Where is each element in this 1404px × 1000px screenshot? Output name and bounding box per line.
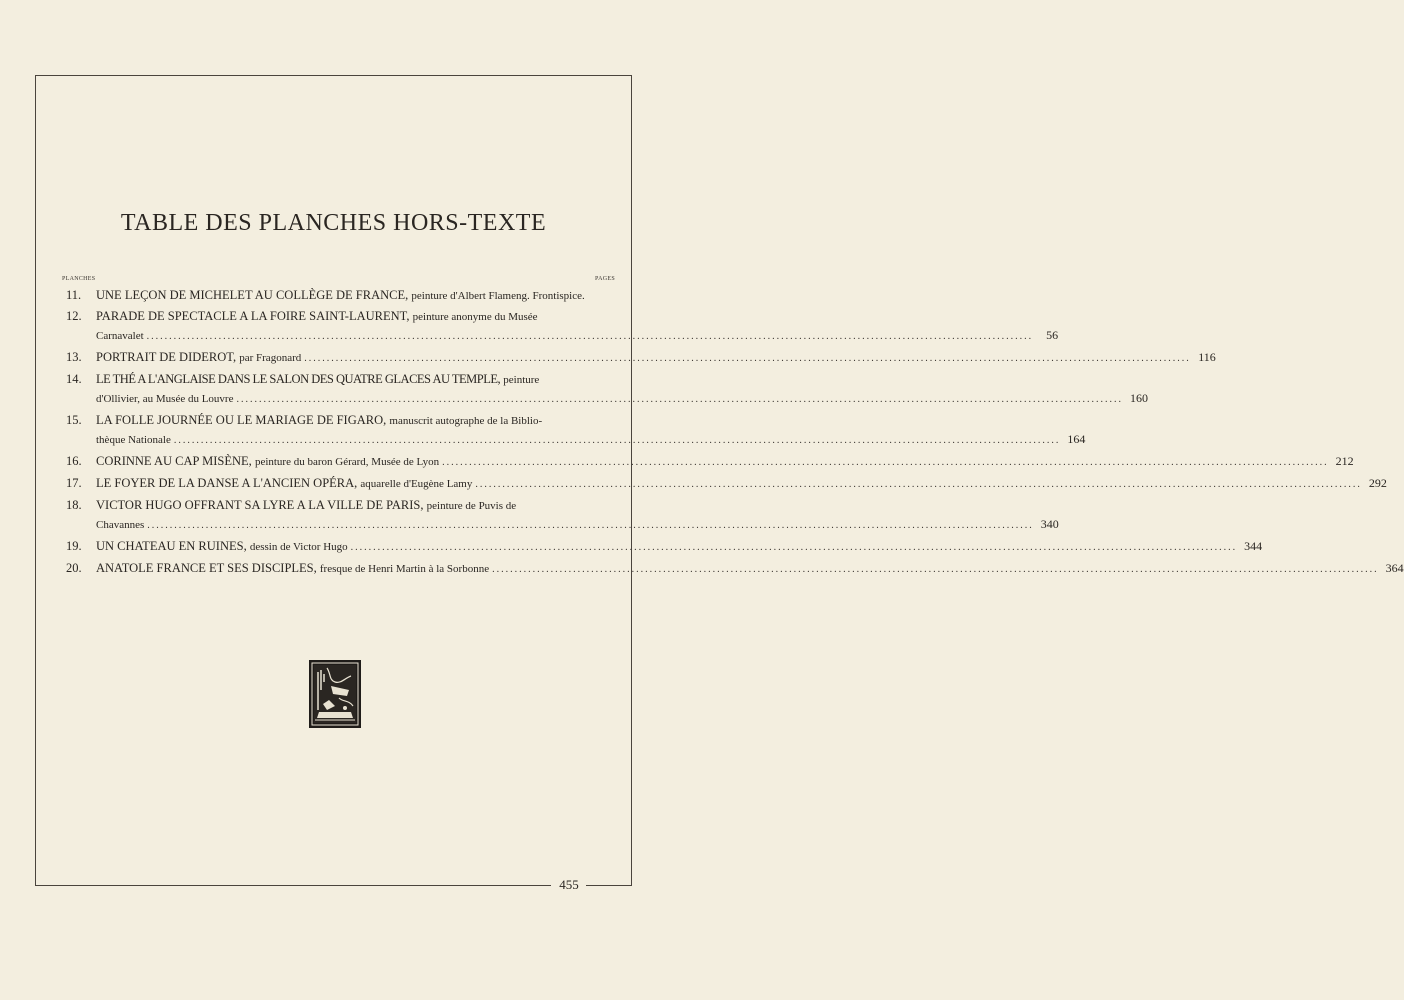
plate-page: 160 [1129, 391, 1148, 405]
plate-description: peinture d'Albert Flameng. Frontispice. [411, 290, 585, 302]
plate-description: peinture [503, 374, 540, 386]
plate-title: PARADE DE SPECTACLE A LA FOIRE SAINT-LAURENT, [96, 309, 410, 323]
plate-title: LE THÉ A L'ANGLAISE DANS LE SALON DES QUATRE GLACES AU TEMPLE, [96, 372, 501, 386]
list-item [66, 537, 1263, 557]
list-item [66, 307, 1059, 346]
dot-leader [147, 328, 1034, 346]
plate-title: CORINNE AU CAP MISÈNE, [96, 454, 252, 468]
plate-number: 14. [66, 372, 82, 386]
dot-leader [475, 476, 1362, 494]
plate-title: UN CHATEAU EN RUINES, [96, 539, 247, 553]
printer-device-emblem-icon [309, 660, 361, 728]
list-item [66, 559, 1404, 579]
list-item [66, 370, 1148, 409]
plate-number: 15. [66, 413, 82, 427]
plate-description: peinture du baron Gérard, Musée de Lyon [254, 456, 440, 468]
plate-number: 12. [66, 309, 82, 323]
plate-number: 17. [66, 476, 82, 490]
dot-leader [351, 539, 1238, 557]
plate-title: LE FOYER DE LA DANSE A L'ANCIEN OPÉRA, [96, 476, 358, 490]
list-item [66, 474, 1387, 494]
plate-description: aquarelle d'Eugène Lamy [360, 478, 473, 490]
list-item [66, 411, 1086, 450]
page-title: TABLE DES PLANCHES HORS-TEXTE [120, 210, 547, 236]
bottom-rule-right [586, 885, 632, 886]
plate-number: 20. [66, 561, 82, 575]
plate-number: 16. [66, 454, 82, 468]
plate-description: peinture anonyme du Musée [412, 311, 538, 323]
dot-leader [304, 350, 1191, 368]
dot-leader [174, 432, 1061, 450]
plate-page: 292 [1368, 476, 1387, 490]
plate-title: UNE LEÇON DE MICHELET AU COLLÈGE DE FRANCE, [96, 288, 409, 302]
list-item [66, 348, 1216, 368]
plate-page: 340 [1040, 517, 1059, 531]
plate-title: VICTOR HUGO OFFRANT SA LYRE A LA VILLE DE PARIS, [96, 498, 424, 512]
plate-description: par Fragonard [239, 352, 302, 364]
plate-page: 116 [1198, 350, 1216, 364]
dot-leader [492, 561, 1379, 579]
plate-description-continued: thèque Nationale [96, 434, 171, 446]
dot-leader [147, 517, 1034, 535]
list-item [66, 452, 1354, 472]
plate-page: 56 [1046, 328, 1059, 342]
plate-description-continued: Carnavalet [96, 330, 144, 342]
dot-leader [442, 454, 1329, 472]
plate-description-continued: d'Ollivier, au Musée du Louvre [96, 393, 234, 405]
plates-list [66, 286, 1404, 581]
plate-title: ANATOLE FRANCE ET SES DISCIPLES, [96, 561, 317, 575]
plate-title: LA FOLLE JOURNÉE OU LE MARIAGE DE FIGARO, [96, 413, 387, 427]
plate-page: 212 [1335, 454, 1354, 468]
bottom-rule-left [35, 885, 551, 886]
page-number: 455 [559, 877, 579, 892]
column-header-pages: PAGES [595, 276, 615, 282]
plate-description: peinture de Puvis de [426, 500, 517, 512]
dot-leader [236, 391, 1123, 409]
plate-number: 11. [66, 288, 82, 302]
plate-number: 19. [66, 539, 82, 553]
plate-description-continued: Chavannes [96, 519, 145, 531]
list-item [66, 286, 611, 305]
plate-description: manuscrit autographe de la Biblio- [389, 415, 543, 427]
column-header-planches: PLANCHES [62, 276, 96, 282]
plate-page: 344 [1244, 539, 1263, 553]
plate-number: 13. [66, 350, 82, 364]
plate-page: 164 [1067, 432, 1086, 446]
plate-description: fresque de Henri Martin à la Sorbonne [319, 563, 490, 575]
plate-title: PORTRAIT DE DIDEROT, [96, 350, 237, 364]
plate-description: dessin de Victor Hugo [249, 541, 348, 553]
plate-number: 18. [66, 498, 82, 512]
list-item [66, 496, 1059, 535]
plate-page: 364 [1385, 561, 1404, 575]
